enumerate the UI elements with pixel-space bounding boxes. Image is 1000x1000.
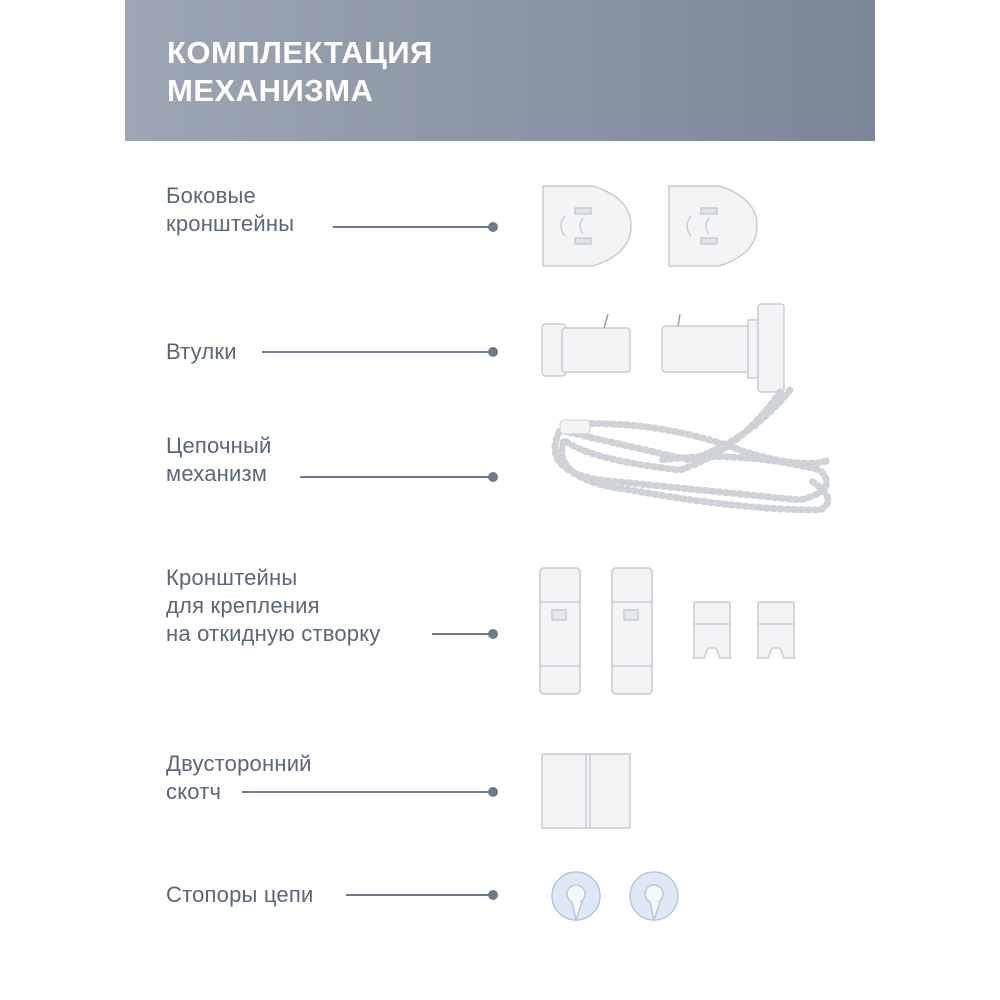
- bushings-image: [538, 300, 798, 390]
- header-banner: [125, 0, 875, 141]
- item-label: [166, 564, 381, 648]
- chain-stopper-right: [630, 872, 678, 920]
- clip-right: [758, 602, 794, 658]
- item-label-line: кронштейны: [166, 211, 295, 236]
- long-bracket-right: [612, 568, 652, 694]
- item-label-line: для крепления: [166, 593, 320, 618]
- leader-line: [432, 633, 493, 635]
- page-title-line2: МЕХАНИЗМА: [167, 73, 374, 108]
- side-brackets-image: [535, 182, 775, 272]
- leader-dot: [488, 472, 498, 482]
- page-title-line1: КОМПЛЕКТАЦИЯ: [167, 35, 433, 70]
- leader-line: [333, 226, 493, 228]
- leader-line: [262, 351, 493, 353]
- item-label-line: Кронштейны: [166, 565, 298, 590]
- bushing-right: [662, 304, 784, 392]
- leader-dot: [488, 629, 498, 639]
- clip-left: [694, 602, 730, 658]
- leader-line: [242, 791, 493, 793]
- item-label-line: Двусторонний: [166, 751, 312, 776]
- side-bracket-right: [669, 186, 757, 266]
- page-title: [167, 34, 433, 110]
- item-label: [166, 182, 294, 238]
- item-label-line: Боковые: [166, 183, 256, 208]
- side-bracket-left: [543, 186, 631, 266]
- bushing-left: [542, 314, 630, 376]
- item-label-line: Цепочный: [166, 433, 272, 458]
- leader-line: [300, 476, 493, 478]
- long-bracket-left: [540, 568, 580, 694]
- leader-line: [346, 894, 493, 896]
- item-label-line: Стопоры цепи: [166, 882, 314, 907]
- item-label-line: на откидную створку: [166, 621, 381, 646]
- chain-stoppers-image: [548, 868, 688, 928]
- item-label: [166, 881, 313, 909]
- item-label: [166, 338, 237, 366]
- item-label-line: Втулки: [166, 339, 237, 364]
- leader-dot: [488, 890, 498, 900]
- item-label: [166, 750, 312, 806]
- leader-dot: [488, 222, 498, 232]
- chain-image: [540, 380, 840, 530]
- leader-dot: [488, 787, 498, 797]
- leader-dot: [488, 347, 498, 357]
- chain-stopper-left: [552, 872, 600, 920]
- item-label: [166, 432, 272, 488]
- tilt-sash-brackets-image: [538, 566, 808, 698]
- item-label-line: скотч: [166, 779, 222, 804]
- tape-image: [540, 750, 635, 832]
- item-label-line: механизм: [166, 461, 268, 486]
